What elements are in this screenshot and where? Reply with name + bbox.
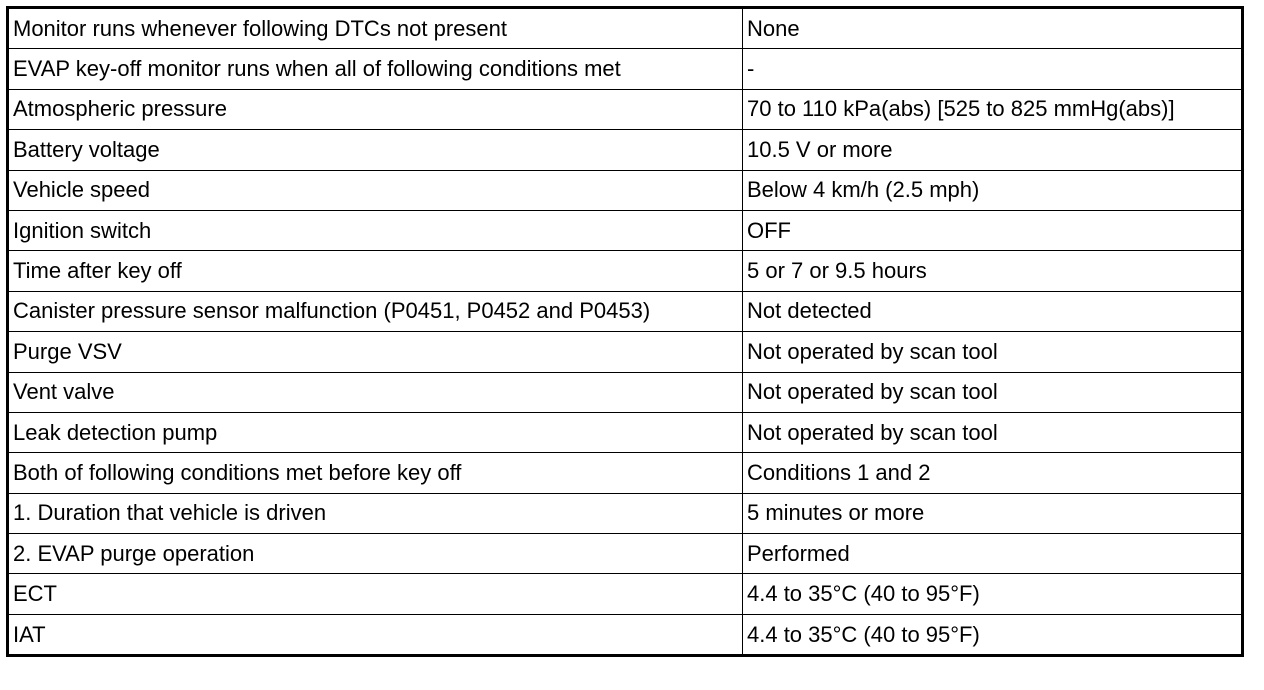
condition-cell: Monitor runs whenever following DTCs not present	[8, 8, 743, 49]
condition-cell: Vehicle speed	[8, 170, 743, 210]
value-cell: 5 minutes or more	[743, 493, 1243, 533]
table-row	[8, 210, 1243, 250]
condition-cell: Ignition switch	[8, 210, 743, 250]
table-row	[8, 534, 1243, 574]
table-row	[8, 291, 1243, 331]
condition-cell: Canister pressure sensor malfunction (P0451, P0452 and P0453)	[8, 291, 743, 331]
condition-cell: Time after key off	[8, 251, 743, 291]
condition-cell: ECT	[8, 574, 743, 614]
table-row	[8, 614, 1243, 655]
condition-cell: Both of following conditions met before key off	[8, 453, 743, 493]
condition-cell: Battery voltage	[8, 130, 743, 170]
value-cell: -	[743, 49, 1243, 89]
condition-cell: 2. EVAP purge operation	[8, 534, 743, 574]
value-cell: 70 to 110 kPa(abs) [525 to 825 mmHg(abs)]	[743, 89, 1243, 129]
value-cell: Conditions 1 and 2	[743, 453, 1243, 493]
value-cell: Below 4 km/h (2.5 mph)	[743, 170, 1243, 210]
table-row	[8, 8, 1243, 49]
value-cell: Not operated by scan tool	[743, 412, 1243, 452]
condition-cell: IAT	[8, 614, 743, 655]
value-cell: 10.5 V or more	[743, 130, 1243, 170]
value-cell: Performed	[743, 534, 1243, 574]
table-row	[8, 170, 1243, 210]
table-row	[8, 412, 1243, 452]
condition-cell: Purge VSV	[8, 332, 743, 372]
value-cell: OFF	[743, 210, 1243, 250]
table-row	[8, 493, 1243, 533]
table-row	[8, 130, 1243, 170]
value-cell: 4.4 to 35°C (40 to 95°F)	[743, 614, 1243, 655]
table-row	[8, 372, 1243, 412]
value-cell: 4.4 to 35°C (40 to 95°F)	[743, 574, 1243, 614]
table-row	[8, 453, 1243, 493]
condition-cell: Atmospheric pressure	[8, 89, 743, 129]
value-cell: Not operated by scan tool	[743, 332, 1243, 372]
table-row	[8, 49, 1243, 89]
table-row	[8, 332, 1243, 372]
value-cell: None	[743, 8, 1243, 49]
condition-cell: Vent valve	[8, 372, 743, 412]
condition-cell: Leak detection pump	[8, 412, 743, 452]
table-row	[8, 251, 1243, 291]
value-cell: Not detected	[743, 291, 1243, 331]
monitor-conditions-table	[6, 6, 1244, 657]
condition-cell: 1. Duration that vehicle is driven	[8, 493, 743, 533]
table-row	[8, 574, 1243, 614]
condition-cell: EVAP key-off monitor runs when all of following conditions met	[8, 49, 743, 89]
table-row	[8, 89, 1243, 129]
value-cell: 5 or 7 or 9.5 hours	[743, 251, 1243, 291]
value-cell: Not operated by scan tool	[743, 372, 1243, 412]
